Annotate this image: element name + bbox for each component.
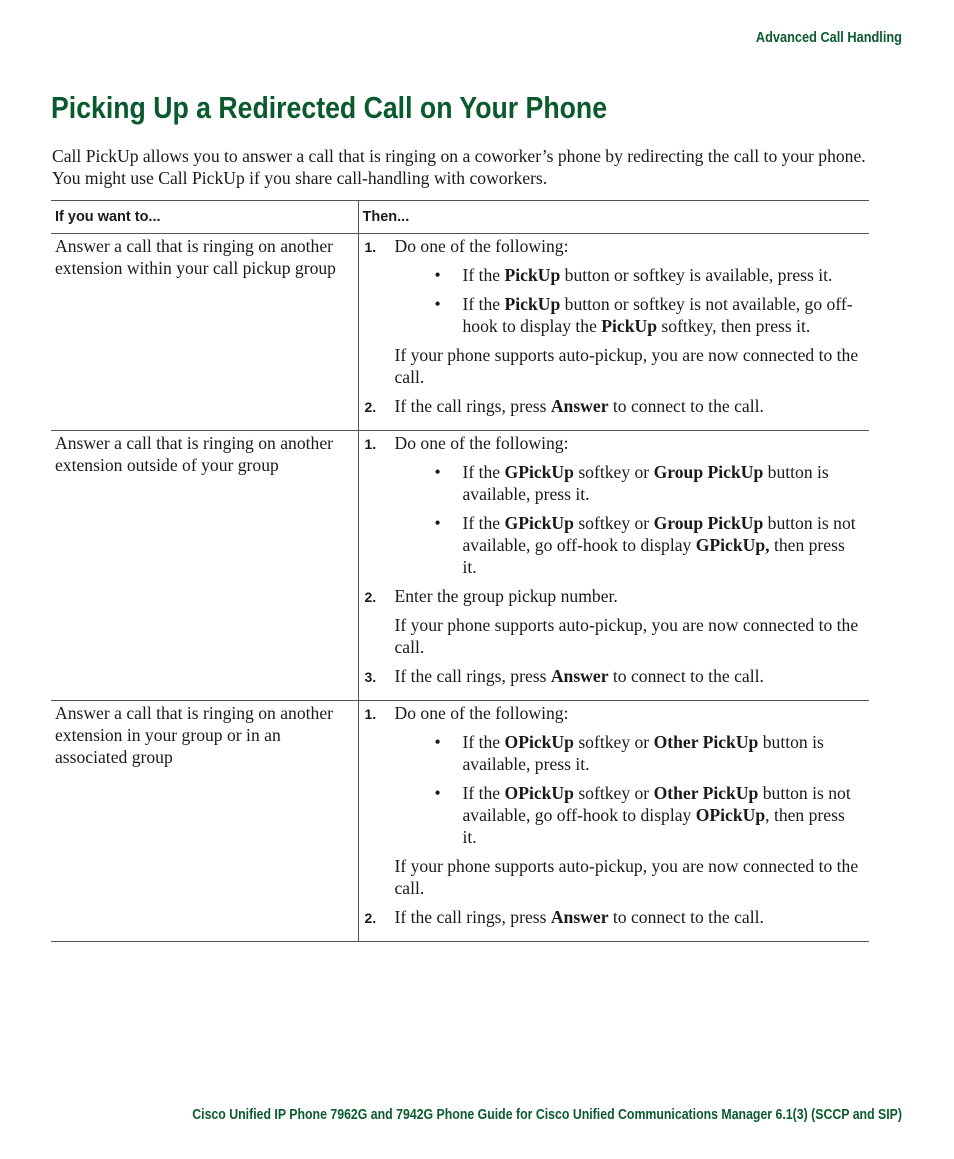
softkey-label: GPickUp bbox=[504, 462, 574, 482]
softkey-label: OPickUp bbox=[504, 732, 574, 752]
text-run: softkey or bbox=[573, 783, 654, 803]
step-number: 1. bbox=[364, 706, 377, 722]
step bbox=[365, 395, 860, 417]
then-cell bbox=[358, 701, 869, 942]
softkey-label: PickUp bbox=[504, 294, 561, 314]
list-item bbox=[395, 264, 860, 286]
then-cell bbox=[358, 431, 869, 701]
text-run: If the call rings, press bbox=[394, 666, 551, 686]
softkey-label: Other PickUp bbox=[653, 783, 759, 803]
text-run: button or softkey is available, press it. bbox=[560, 265, 833, 285]
list-item bbox=[395, 293, 860, 337]
note-text: If your phone supports auto-pickup, you are now connected to the call. bbox=[394, 615, 859, 657]
text-run: softkey or bbox=[573, 462, 654, 482]
then-cell bbox=[358, 234, 869, 431]
text-run: If the call rings, press bbox=[394, 396, 551, 416]
bullet-icon: • bbox=[434, 265, 441, 285]
text-run: button is not available, go off-hook to display bbox=[462, 783, 851, 825]
bullet-icon: • bbox=[434, 732, 441, 752]
step-number: 2. bbox=[364, 589, 377, 605]
table-row bbox=[51, 701, 869, 942]
step bbox=[365, 906, 860, 928]
softkey-label: OPickUp bbox=[695, 805, 766, 825]
running-header: Advanced Call Handling bbox=[755, 30, 902, 46]
text-run: softkey or bbox=[573, 513, 654, 533]
text-run: If the bbox=[462, 265, 505, 285]
step-number: 2. bbox=[364, 910, 377, 926]
text-run: button or softkey is not available, go off-hook to display the bbox=[462, 294, 853, 336]
text-run: to connect to the call. bbox=[608, 907, 764, 927]
bullet-list bbox=[395, 731, 860, 848]
step bbox=[365, 432, 860, 578]
softkey-label: Answer bbox=[550, 907, 609, 927]
step bbox=[365, 235, 860, 337]
column-header-then: Then... bbox=[358, 201, 869, 234]
softkey-label: Other PickUp bbox=[653, 732, 759, 752]
bullet-icon: • bbox=[434, 294, 441, 314]
text-run: softkey, then press it. bbox=[657, 316, 811, 336]
softkey-label: GPickUp bbox=[504, 513, 574, 533]
text-run: to connect to the call. bbox=[608, 396, 764, 416]
text-run: If the bbox=[462, 462, 505, 482]
intro-paragraph: Call PickUp allows you to answer a call that is ringing on a coworker’s phone by redirecting the call to your phone. You might use Call PickUp if you share call-handling with coworkers. bbox=[52, 146, 866, 188]
text-run: softkey or bbox=[573, 732, 654, 752]
step bbox=[365, 702, 860, 848]
note-text: If your phone supports auto-pickup, you are now connected to the call. bbox=[394, 345, 859, 387]
softkey-label: PickUp bbox=[504, 265, 561, 285]
softkey-label: Group PickUp bbox=[653, 513, 764, 533]
list-item bbox=[395, 461, 860, 505]
page-title: Picking Up a Redirected Call on Your Phone bbox=[51, 90, 608, 125]
table-header-row bbox=[51, 201, 869, 234]
note-text: If your phone supports auto-pickup, you are now connected to the call. bbox=[394, 856, 859, 898]
softkey-label: OPickUp bbox=[504, 783, 574, 803]
bullet-icon: • bbox=[434, 783, 441, 803]
table-row bbox=[51, 234, 869, 431]
list-item bbox=[395, 731, 860, 775]
column-header-want: If you want to... bbox=[51, 201, 358, 234]
text-run: to connect to the call. bbox=[608, 666, 764, 686]
text-run: If the call rings, press bbox=[394, 907, 551, 927]
step-text: Do one of the following: bbox=[394, 236, 569, 256]
text-run: If the bbox=[462, 513, 505, 533]
softkey-label: Answer bbox=[550, 396, 609, 416]
text-run: , then press it. bbox=[462, 805, 845, 847]
step-text: Do one of the following: bbox=[394, 433, 569, 453]
softkey-label: Group PickUp bbox=[653, 462, 764, 482]
bullet-list bbox=[395, 461, 860, 578]
want-cell: Answer a call that is ringing on another extension within your call pickup group bbox=[51, 234, 358, 431]
step bbox=[365, 585, 860, 607]
step-number: 1. bbox=[364, 239, 377, 255]
text-run: then press it. bbox=[462, 535, 845, 577]
text-run: If the bbox=[462, 294, 505, 314]
table-row bbox=[51, 431, 869, 701]
step-number: 3. bbox=[364, 669, 377, 685]
text-run: button is not available, go off-hook to display bbox=[462, 513, 856, 555]
softkey-label: Answer bbox=[550, 666, 609, 686]
bullet-icon: • bbox=[434, 513, 441, 533]
pickup-table bbox=[51, 200, 869, 942]
step-text: Enter the group pickup number. bbox=[394, 586, 618, 606]
step bbox=[365, 665, 860, 687]
step-number: 1. bbox=[364, 436, 377, 452]
step-number: 2. bbox=[364, 399, 377, 415]
softkey-label: GPickUp, bbox=[695, 535, 770, 555]
text-run: If the bbox=[462, 732, 505, 752]
text-run: button is available, press it. bbox=[462, 732, 824, 774]
softkey-label: PickUp bbox=[601, 316, 658, 336]
bullet-list bbox=[395, 264, 860, 337]
step-text: Do one of the following: bbox=[394, 703, 569, 723]
text-run: button is available, press it. bbox=[462, 462, 829, 504]
running-footer: Cisco Unified IP Phone 7962G and 7942G Phone Guide for Cisco Unified Communications Manager 6.1(3) (SCCP and SIP) bbox=[192, 1107, 902, 1123]
want-cell: Answer a call that is ringing on another extension outside of your group bbox=[51, 431, 358, 701]
bullet-icon: • bbox=[434, 462, 441, 482]
list-item bbox=[395, 512, 860, 578]
text-run: If the bbox=[462, 783, 505, 803]
list-item bbox=[395, 782, 860, 848]
want-cell: Answer a call that is ringing on another extension in your group or in an associated group bbox=[51, 701, 358, 942]
